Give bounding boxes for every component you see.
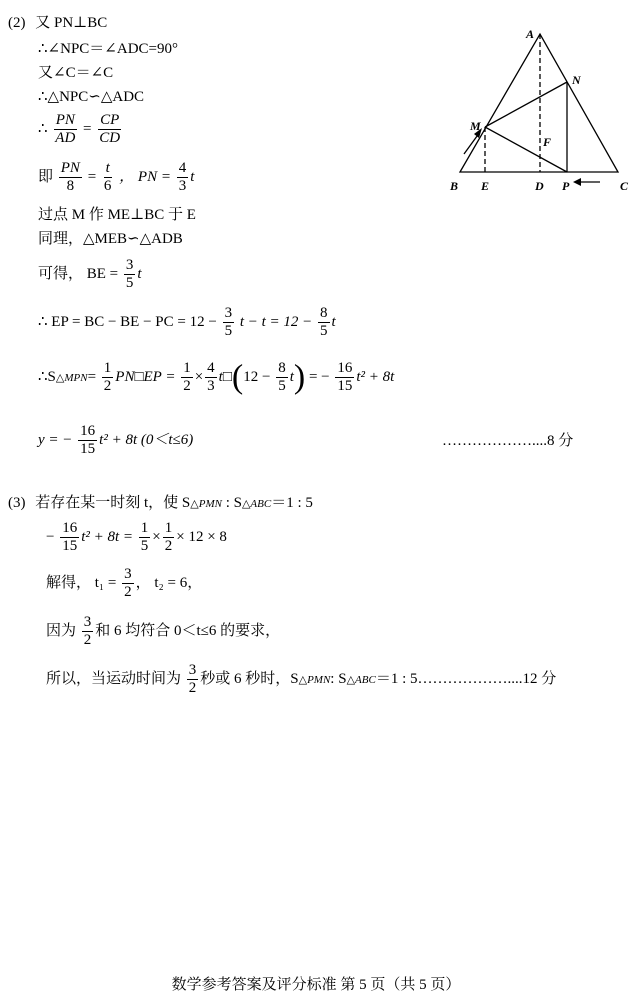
part3-because: 因为 $\frac{3}{2}$ 和 6 均符合 0＜t≤6 的要求， bbox=[46, 614, 281, 648]
segment-mn bbox=[485, 82, 567, 127]
fraction-4-3: $\frac{4}{3}$ bbox=[178, 160, 187, 194]
ratio-line: ∴ $\frac{PN}{AD}$ = $\frac{CP}{CD}$ bbox=[38, 112, 121, 146]
part3-conclusion: 所以，当运动时间为 $\frac{3}{2}$ 秒或 6 秒时，S△PMN: S△ABC＝1 : 5………………....12 分 bbox=[46, 662, 557, 696]
label-M: M bbox=[470, 119, 481, 133]
part3-equation: − $\frac{16}{15}$ t² + 8t = $\frac{1}{5}$ × $\frac{1}{2}$ × 12 × 8 bbox=[46, 520, 227, 554]
part3-label: (3) bbox=[8, 495, 26, 511]
part3-solve: 解得， t₁ = $\frac{3}{2}$ ， t₂ = 6， bbox=[46, 566, 203, 600]
label-A: A bbox=[526, 27, 535, 41]
fraction-pn-8: $\frac{PN}{8}$ bbox=[60, 160, 80, 194]
part2-label: (2) bbox=[8, 15, 26, 31]
area-line: ∴S△MPN= $\frac{1}{2}$ PN□EP = $\frac{1}{2}$ × $\frac{4}{3}$ t□(12 − $\frac{8}{5}$ t) = − $\frac{16}{15}$ t² + 8t bbox=[38, 358, 395, 396]
label-B: B bbox=[450, 179, 459, 193]
y-line: y = − $\frac{16}{15}$ t² + 8t (0＜t≤6) bbox=[38, 423, 194, 457]
label-E: E bbox=[481, 179, 490, 193]
label-D: D bbox=[535, 179, 544, 193]
fraction-pn-ad: $\frac{PN}{AD}$ bbox=[55, 112, 76, 146]
part3-line1: (3) 若存在某一时刻 t，使 S△PMN : S△ABC＝1 : 5 bbox=[8, 495, 313, 511]
fraction-3-5: $\frac{3}{5}$ bbox=[125, 257, 134, 291]
segment-mp bbox=[485, 127, 567, 172]
label-N: N bbox=[572, 73, 581, 87]
label-F: F bbox=[543, 135, 552, 149]
score-8: ………………....8 分 bbox=[442, 433, 574, 449]
part2-statement-1: 又 PN⊥BC bbox=[35, 15, 108, 31]
part2-line1 bbox=[8, 14, 107, 32]
triangle-abc bbox=[460, 34, 618, 172]
fraction-cp-cd: $\frac{CP}{CD}$ bbox=[99, 112, 121, 146]
part2-line-me: 过点 M 作 ME⊥BC 于 E bbox=[38, 207, 196, 223]
ji-line: 即 $\frac{PN}{8}$ = $\frac{t}{6}$ ， PN = $\frac{4}{3}$ t bbox=[38, 160, 195, 194]
arrow-p-head bbox=[573, 178, 581, 186]
ep-line: ∴ EP = BC − BE − PC = 12 − $\frac{3}{5}$ t − t = 12 − $\frac{8}{5}$ t bbox=[38, 305, 336, 339]
part2-line-same: 同理，△MEB∽△ADB bbox=[38, 231, 183, 247]
kede-line: 可得， BE = $\frac{3}{5}$ t bbox=[38, 257, 142, 291]
page-footer: 数学参考答案及评分标准 第 5 页（共 5 页） bbox=[171, 977, 461, 993]
fraction-t-6: $\frac{t}{6}$ bbox=[103, 160, 112, 194]
part2-line4: ∴△NPC∽△ADC bbox=[38, 89, 145, 105]
label-C: C bbox=[620, 179, 629, 193]
triangle-figure bbox=[440, 22, 630, 202]
label-P: P bbox=[562, 179, 570, 193]
part2-line3: 又∠C＝∠C bbox=[38, 65, 114, 81]
part2-line2: ∴∠NPC＝∠ADC=90° bbox=[38, 41, 178, 57]
